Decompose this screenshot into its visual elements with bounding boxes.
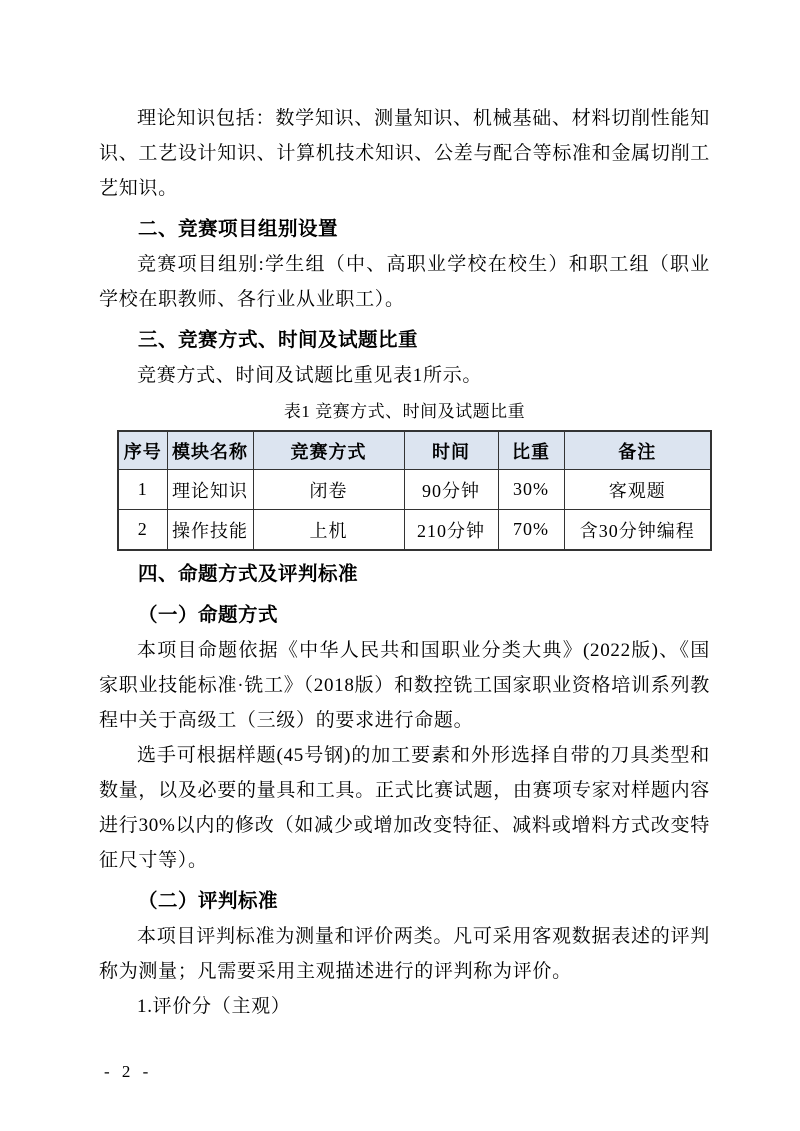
column-header-time: 时间 — [404, 431, 498, 470]
cell-remark: 客观题 — [564, 470, 711, 510]
page-number: - 2 - — [104, 1062, 153, 1081]
cell-time: 90分钟 — [404, 470, 498, 510]
paragraph-proposition-basis: 本项目命题依据《中华人民共和国职业分类大典》(2022版)、《国家职业技能标准·铣工》（2018版）和数控铣工国家职业资格培训系列教程中关于高级工（三级）的要求进行命题。 — [99, 640, 710, 731]
heading-section-2-groups: 二、竞赛项目组别设置 — [138, 218, 339, 240]
cell-method: 闭卷 — [253, 470, 404, 510]
column-header-remark: 备注 — [564, 431, 711, 470]
heading-section-4-judging: 四、命题方式及评判标准 — [138, 563, 359, 585]
paragraph-groups: 竞赛项目组别:学生组（中、高职业学校在校生）和职工组（职业学校在职教师、各行业从业职工）。 — [99, 254, 710, 310]
column-header-weight: 比重 — [498, 431, 564, 470]
column-header-module: 模块名称 — [167, 431, 253, 470]
document-body — [99, 101, 710, 1024]
list-item-evaluation-subjective: 1.评价分（主观） — [137, 996, 291, 1017]
subheading-proposition-method: （一）命题方式 — [138, 604, 279, 626]
table-row — [118, 470, 711, 510]
paragraph-theory-knowledge: 理论知识包括：数学知识、测量知识、机械基础、材料切削性能知识、工艺设计知识、计算机技术知识、公差与配合等标准和金属切削工艺知识。 — [99, 108, 710, 199]
cell-weight: 70% — [498, 510, 564, 551]
cell-index: 2 — [118, 510, 167, 551]
table-caption: 表1 竞赛方式、时间及试题比重 — [283, 402, 526, 421]
subheading-judging-criteria: （二）评判标准 — [138, 890, 279, 912]
cell-remark: 含30分钟编程 — [564, 510, 711, 551]
cell-module: 操作技能 — [167, 510, 253, 551]
cell-weight: 30% — [498, 470, 564, 510]
table-row — [118, 510, 711, 551]
cell-index: 1 — [118, 470, 167, 510]
paragraph-proposition-tools: 选手可根据样题(45号钢)的加工要素和外形选择自带的刀具类型和数量，以及必要的量具和工具。正式比赛试题，由赛项专家对样题内容进行30%以内的修改（如减少或增加改变特征、减料或增料方式改变特征尺寸等）。 — [99, 745, 710, 871]
table-header-row — [118, 431, 711, 470]
column-header-index: 序号 — [118, 431, 167, 470]
cell-module: 理论知识 — [167, 470, 253, 510]
cell-time: 210分钟 — [404, 510, 498, 551]
paragraph-criteria: 本项目评判标准为测量和评价两类。凡可采用客观数据表述的评判称为测量；凡需要采用主观描述进行的评判称为评价。 — [99, 926, 710, 982]
column-header-method: 竞赛方式 — [253, 431, 404, 470]
heading-section-3-format: 三、竞赛方式、时间及试题比重 — [138, 329, 419, 351]
competition-format-table — [117, 430, 712, 551]
cell-method: 上机 — [253, 510, 404, 551]
paragraph-format: 竞赛方式、时间及试题比重见表1所示。 — [137, 365, 483, 386]
